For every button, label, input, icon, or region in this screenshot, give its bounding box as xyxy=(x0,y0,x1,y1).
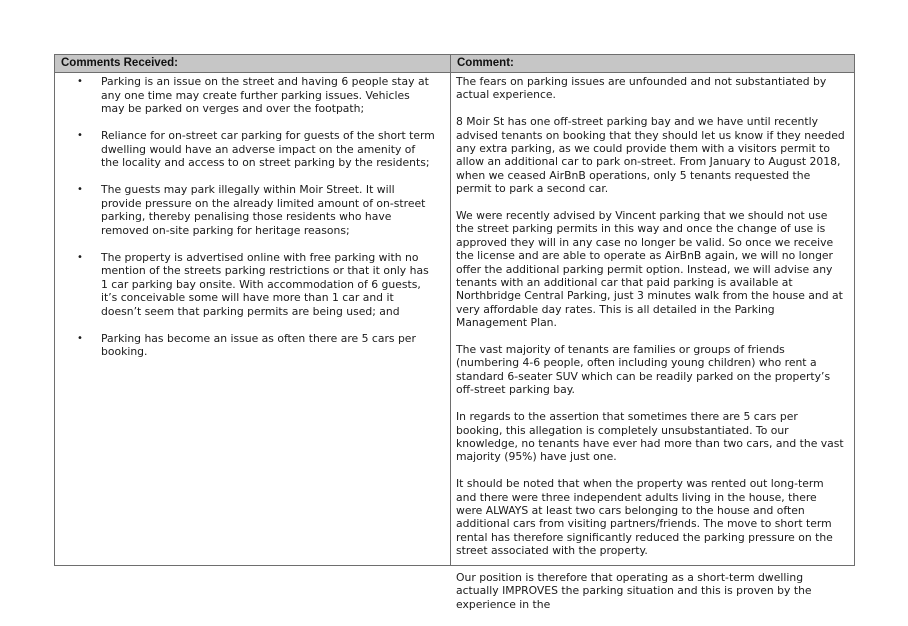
list-item xyxy=(77,75,436,116)
list-item-text: The guests may park illegally within Moir Street. It will provide pressure on the already limited amount of on-street parking, thereby penalising those residents who have removed on-site parking for heritage reasons; xyxy=(101,183,426,237)
list-item-text: The property is advertised online with free parking with no mention of the streets parking restrictions or that it only has 1 car parking bay onsite. With accommodation of 6 guests, it’s conceivable some will have more than 1 car and it doesn’t seem that parking permits are being used; and xyxy=(101,250,429,318)
bullet-icon: • xyxy=(77,130,83,141)
comments-table xyxy=(54,54,855,611)
list-item xyxy=(77,183,436,237)
comment-paragraph: The fears on parking issues are unfounded and not substantiated by actual experience. xyxy=(456,75,827,102)
table-header-row xyxy=(55,55,854,73)
header-comment: Comment: xyxy=(457,57,514,69)
list-item-text: Parking has become an issue as often there are 5 cars per booking. xyxy=(101,331,416,358)
table-body-row xyxy=(55,73,854,611)
comments-received-list xyxy=(77,75,436,359)
comment-cell xyxy=(451,73,854,611)
bullet-icon: • xyxy=(77,251,83,263)
bullet-icon: • xyxy=(77,332,83,344)
header-comments-received: Comments Received: xyxy=(55,55,451,72)
bullet-icon: • xyxy=(77,184,83,195)
list-item xyxy=(77,129,436,170)
list-item xyxy=(77,332,436,359)
comments-received-cell xyxy=(55,73,451,565)
comment-paragraph: We were recently advised by Vincent parking that we should not use the street parking permits in this way and once the change of use is approved they will in any case no longer be valid. So once we receive the license and are able to operate as AirBnB again, we will no longer offer the additional parking permit option. Instead, we will advise any tenants with an additional car that paid parking is available at Northbridge Central Parking, just 3 minutes walk from the house and at very affordable day rates. This is all detailed in the Parking Management Plan. xyxy=(456,209,843,330)
list-item-text: Reliance for on-street car parking for guests of the short term dwelling would have an adverse impact on the amenity of the locality and access to on street parking by the residents; xyxy=(101,129,435,169)
comment-paragraph: 8 Moir St has one off-street parking bay and we have until recently advised tenants on booking that they should let us know if they needed any extra parking, as we could provide them with a visitors permit to allow an additional car to park on-street. From January to August 2018, when we ceased AirBnB operations, only 5 tenants requested the permit to park a second car. xyxy=(456,115,845,196)
comment-paragraph: Our position is therefore that operating as a short-term dwelling actually IMPROVES the parking situation and this is proven by the experience in the xyxy=(456,570,812,611)
bullet-icon: • xyxy=(77,76,83,87)
list-item-text: Parking is an issue on the street and having 6 people stay at any one time may create further parking issues. Vehicles may be parked on verges and over the footpath; xyxy=(101,75,429,115)
list-item xyxy=(77,251,436,319)
comment-paragraph: The vast majority of tenants are families or groups of friends (numbering 4-6 people, often including young children) who rent a standard 6-seater SUV which can be readily parked on the property’s off-street parking bay. xyxy=(456,343,831,397)
comment-paragraph: It should be noted that when the property was rented out long-term and there were three independent adults living in the house, there were ALWAYS at least two cars belonging to the house and often additional cars from visiting partners/friends. The move to short term rental has therefore significantly reduced the parking pressure on the street associated with the property. xyxy=(456,477,833,558)
comment-paragraph: In regards to the assertion that sometimes there are 5 cars per booking, this allegation is completely unsubstantiated. To our knowledge, no tenants have ever had more than two cars, and the vast majority (95%) have just one. xyxy=(456,410,844,464)
